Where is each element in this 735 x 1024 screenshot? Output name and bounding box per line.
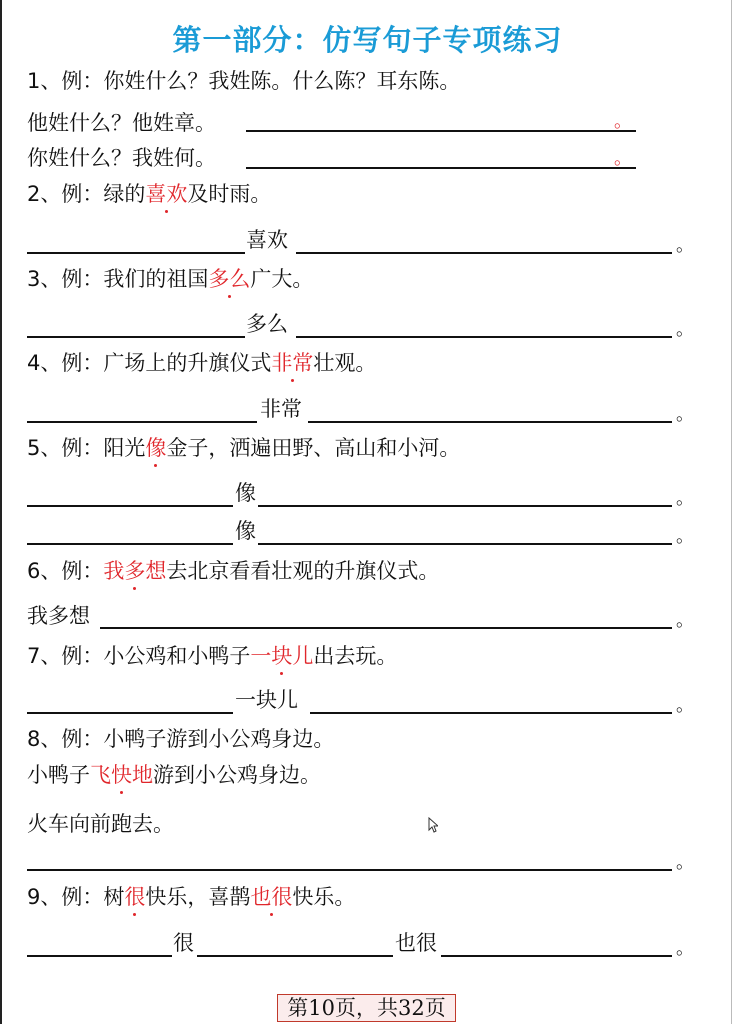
q7-prefix: 7、例：小公鸡和小鸭子 bbox=[27, 644, 251, 668]
q7-highlight: 一块儿 bbox=[250, 641, 313, 671]
q4-blank-1[interactable] bbox=[27, 421, 257, 423]
q9-suffix: 快乐。 bbox=[292, 885, 356, 909]
q6-highlight: 我多想 bbox=[103, 556, 166, 586]
q7-end-period: 。 bbox=[676, 695, 694, 716]
q6-blank-word: 我多想 bbox=[27, 604, 90, 628]
q8-blank[interactable] bbox=[27, 869, 672, 871]
q1-period-b: 。 bbox=[614, 148, 632, 169]
q5-end-period-2: 。 bbox=[676, 526, 694, 547]
q6-suffix: 去北京看看壮观的升旗仪式。 bbox=[166, 559, 440, 583]
q3-prefix: 3、例：我们的祖国 bbox=[27, 267, 209, 291]
q5-blank-2b[interactable] bbox=[258, 543, 672, 545]
q3-example bbox=[27, 264, 313, 294]
q1-answer-line-a[interactable] bbox=[246, 130, 636, 132]
q9-blank-1[interactable] bbox=[27, 955, 172, 957]
q2-suffix: 及时雨。 bbox=[187, 182, 272, 206]
q6-example bbox=[27, 556, 439, 586]
mouse-cursor-icon bbox=[428, 817, 438, 833]
q9-example bbox=[27, 882, 355, 912]
q4-blank-2[interactable] bbox=[308, 421, 672, 423]
q6-prefix: 6、例： bbox=[27, 559, 104, 583]
q3-blank-2[interactable] bbox=[296, 336, 672, 338]
q5-blank-1a[interactable] bbox=[27, 505, 233, 507]
q2-highlight: 喜欢 bbox=[145, 179, 187, 209]
right-page-edge bbox=[731, 0, 732, 1024]
q9-blank-word-1: 很 bbox=[173, 931, 194, 955]
page-title: 第一部分：仿写句子专项练习 bbox=[172, 23, 563, 57]
q6-end-period: 。 bbox=[676, 610, 694, 631]
q5-highlight: 像 bbox=[145, 433, 166, 463]
q1-period-a: 。 bbox=[614, 111, 632, 132]
q5-blank-2a[interactable] bbox=[27, 543, 233, 545]
q3-end-period: 。 bbox=[676, 319, 694, 340]
q8-line-3: 火车向前跑去。 bbox=[27, 812, 174, 836]
q8-example: 8、例：小鸭子游到小公鸡身边。 bbox=[27, 727, 335, 751]
q5-example bbox=[27, 433, 460, 463]
q3-suffix: 广大。 bbox=[250, 267, 314, 291]
q5-prefix: 5、例：阳光 bbox=[27, 436, 146, 460]
q1-line-b: 你姓什么？我姓何。 bbox=[27, 146, 216, 170]
q5-suffix: 金子，洒遍田野、高山和小河。 bbox=[166, 436, 461, 460]
q3-blank-word: 多么 bbox=[246, 312, 288, 336]
q5-end-period-1: 。 bbox=[676, 488, 694, 509]
q9-blank-word-2: 也很 bbox=[395, 931, 437, 955]
q3-blank-1[interactable] bbox=[27, 336, 245, 338]
q9-blank-2[interactable] bbox=[197, 955, 393, 957]
q4-suffix: 壮观。 bbox=[313, 351, 377, 375]
q1-example: 1、例：你姓什么？我姓陈。什么陈？耳东陈。 bbox=[27, 69, 461, 93]
q9-middle: 快乐，喜鹊 bbox=[145, 885, 251, 909]
q9-highlight-2: 也很 bbox=[250, 882, 292, 912]
left-page-edge bbox=[0, 0, 2, 1024]
q2-example bbox=[27, 179, 271, 209]
q4-highlight: 非常 bbox=[271, 348, 313, 378]
q8-highlight: 飞快地 bbox=[90, 760, 153, 790]
q7-blank-word: 一块儿 bbox=[235, 688, 298, 712]
q6-blank[interactable] bbox=[100, 627, 672, 629]
q3-highlight: 多么 bbox=[208, 264, 250, 294]
q1-line-a: 他姓什么？他姓章。 bbox=[27, 111, 216, 135]
q8-line2-suffix: 游到小公鸡身边。 bbox=[153, 763, 321, 787]
q2-prefix: 2、例：绿的 bbox=[27, 182, 146, 206]
q7-blank-2[interactable] bbox=[310, 712, 672, 714]
q9-blank-3[interactable] bbox=[441, 955, 672, 957]
q5-blank-word-1: 像 bbox=[235, 481, 256, 505]
q4-example bbox=[27, 348, 376, 378]
q9-highlight-1: 很 bbox=[124, 882, 145, 912]
q4-end-period: 。 bbox=[676, 404, 694, 425]
q5-blank-1b[interactable] bbox=[258, 505, 672, 507]
q8-end-period: 。 bbox=[676, 852, 694, 873]
q2-blank-2[interactable] bbox=[296, 252, 672, 254]
q8-example-line-2 bbox=[27, 760, 321, 790]
q9-prefix: 9、例：树 bbox=[27, 885, 125, 909]
q1-answer-line-b[interactable] bbox=[246, 167, 636, 169]
q4-prefix: 4、例：广场上的升旗仪式 bbox=[27, 351, 272, 375]
q7-suffix: 出去玩。 bbox=[313, 644, 398, 668]
page-number-indicator: 第10页，共32页 bbox=[277, 994, 456, 1022]
q7-blank-1[interactable] bbox=[27, 712, 233, 714]
q2-end-period: 。 bbox=[676, 235, 694, 256]
q2-blank-1[interactable] bbox=[27, 252, 245, 254]
q5-blank-word-2: 像 bbox=[235, 519, 256, 543]
q2-blank-word: 喜欢 bbox=[246, 228, 288, 252]
q8-line2-prefix: 小鸭子 bbox=[27, 763, 90, 787]
q7-example bbox=[27, 641, 397, 671]
q9-end-period: 。 bbox=[676, 938, 694, 959]
q4-blank-word: 非常 bbox=[260, 397, 302, 421]
